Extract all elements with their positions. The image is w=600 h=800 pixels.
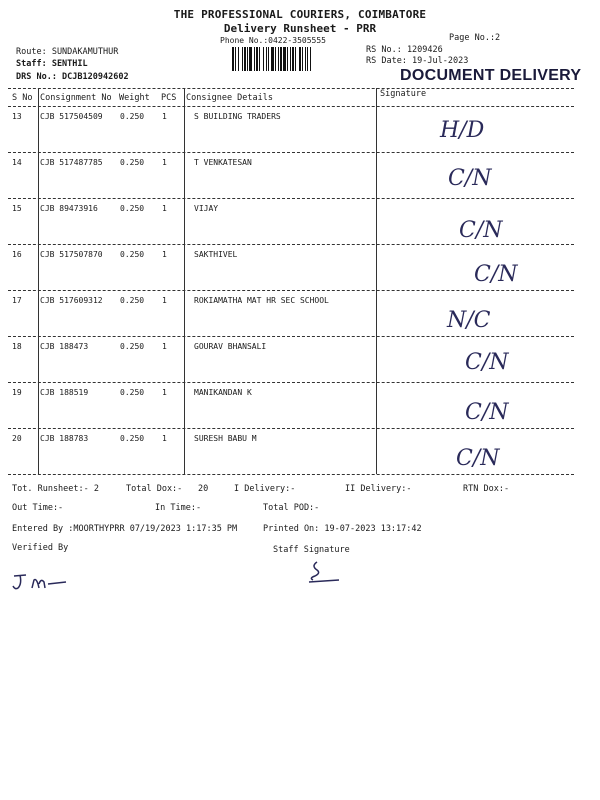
phone-number: Phone No.:0422-3505555 xyxy=(220,36,326,45)
row-signature: C/N xyxy=(465,400,509,425)
staff-label: Staff: SENTHIL xyxy=(16,59,88,69)
row-sno: 17 xyxy=(12,296,22,305)
row-weight: 0.250 xyxy=(120,296,145,305)
row-weight: 0.250 xyxy=(120,158,145,167)
row-consignee: S BUILDING TRADERS xyxy=(194,112,281,121)
drs-number: DRS No.: DCJB120942602 xyxy=(16,72,129,82)
header-bottom-rule xyxy=(8,106,574,107)
row-signature: C/N xyxy=(456,446,500,471)
row-separator xyxy=(8,244,574,245)
page-number: Page No.:2 xyxy=(449,33,501,43)
total-dox-value: 20 xyxy=(198,484,209,494)
column-divider xyxy=(376,88,377,474)
row-separator xyxy=(8,474,574,475)
out-time: Out Time:- xyxy=(12,503,64,513)
row-signature: H/D xyxy=(440,118,485,143)
col-header-sno: S No xyxy=(12,93,33,103)
row-separator xyxy=(8,382,574,383)
row-separator xyxy=(8,336,574,337)
table-top-rule xyxy=(8,88,574,89)
row-consignment-no: CJB 188783 xyxy=(40,434,89,443)
col-header-pcs: PCS xyxy=(161,93,177,103)
printed-on: Printed On: 19-07-2023 13:17:42 xyxy=(263,524,422,534)
row-pcs: 1 xyxy=(162,158,167,167)
row-pcs: 1 xyxy=(162,250,167,259)
row-separator xyxy=(8,428,574,429)
row-sno: 13 xyxy=(12,112,22,121)
row-weight: 0.250 xyxy=(120,250,145,259)
ii-delivery: II Delivery:- xyxy=(345,484,412,494)
row-pcs: 1 xyxy=(162,342,167,351)
entered-by: Entered By :MOORTHYPRR 07/19/2023 1:17:35 PM xyxy=(12,524,238,534)
row-consignee: ROKIAMATHA MAT HR SEC SCHOOL xyxy=(194,296,329,305)
row-signature: C/N xyxy=(474,262,518,287)
rs-number: RS No.: 1209426 xyxy=(366,45,443,55)
col-header-weight: Weight xyxy=(119,93,150,103)
row-pcs: 1 xyxy=(162,112,167,121)
verified-by: Verified By xyxy=(12,543,69,553)
staff-signature-label: Staff Signature xyxy=(273,545,350,555)
row-consignee: VIJAY xyxy=(194,204,219,213)
row-signature: C/N xyxy=(448,166,492,191)
total-dox-label: Total Dox:- xyxy=(126,484,183,494)
row-weight: 0.250 xyxy=(120,204,145,213)
column-divider xyxy=(38,88,39,474)
row-consignment-no: CJB 188473 xyxy=(40,342,89,351)
route-label: Route: SUNDAKAMUTHUR xyxy=(16,47,119,57)
row-sno: 18 xyxy=(12,342,22,351)
row-separator xyxy=(8,198,574,199)
staff-signature-icon xyxy=(305,560,341,586)
rtn-dox: RTN Dox:- xyxy=(463,484,510,494)
barcode-icon xyxy=(232,47,356,71)
row-consignment-no: CJB 188519 xyxy=(40,388,89,397)
total-pod: Total POD:- xyxy=(263,503,320,513)
i-delivery: I Delivery:- xyxy=(234,484,296,494)
row-sno: 14 xyxy=(12,158,22,167)
col-header-signature: Signature xyxy=(380,89,427,99)
row-consignee: MANIKANDAN K xyxy=(194,388,252,397)
row-weight: 0.250 xyxy=(120,112,145,121)
row-sno: 16 xyxy=(12,250,22,259)
document-delivery-stamp: DOCUMENT DELIVERY xyxy=(400,67,582,84)
row-consignee: SAKTHIVEL xyxy=(194,250,238,259)
column-divider xyxy=(184,88,185,474)
row-consignment-no: CJB 517487785 xyxy=(40,158,103,167)
row-consignee: T VENKATESAN xyxy=(194,158,252,167)
row-pcs: 1 xyxy=(162,296,167,305)
company-name: THE PROFESSIONAL COURIERS, COIMBATORE xyxy=(173,8,427,21)
rs-date: RS Date: 19-Jul-2023 xyxy=(366,56,469,66)
row-pcs: 1 xyxy=(162,388,167,397)
row-weight: 0.250 xyxy=(120,434,145,443)
row-pcs: 1 xyxy=(162,434,167,443)
col-header-consignee: Consignee Details xyxy=(186,93,273,103)
row-consignment-no: CJB 517507870 xyxy=(40,250,103,259)
row-consignee: GOURAV BHANSALI xyxy=(194,342,267,351)
row-weight: 0.250 xyxy=(120,342,145,351)
row-sno: 19 xyxy=(12,388,22,397)
row-sno: 20 xyxy=(12,434,22,443)
in-time: In Time:- xyxy=(155,503,202,513)
row-pcs: 1 xyxy=(162,204,167,213)
row-consignment-no: CJB 517504509 xyxy=(40,112,103,121)
row-signature: C/N xyxy=(459,218,503,243)
row-consignment-no: CJB 89473916 xyxy=(40,204,98,213)
row-separator xyxy=(8,290,574,291)
row-signature: C/N xyxy=(465,350,509,375)
tot-runsheet: Tot. Runsheet:- 2 xyxy=(12,484,99,494)
row-weight: 0.250 xyxy=(120,388,145,397)
row-signature: N/C xyxy=(447,308,491,333)
col-header-consignment: Consignment No xyxy=(40,93,112,103)
row-consignee: SURESH BABU M xyxy=(194,434,257,443)
sheet-title: Delivery Runsheet - PRR xyxy=(223,22,377,35)
row-separator xyxy=(8,152,574,153)
row-consignment-no: CJB 517609312 xyxy=(40,296,103,305)
verifier-signature-icon xyxy=(10,570,70,594)
row-sno: 15 xyxy=(12,204,22,213)
